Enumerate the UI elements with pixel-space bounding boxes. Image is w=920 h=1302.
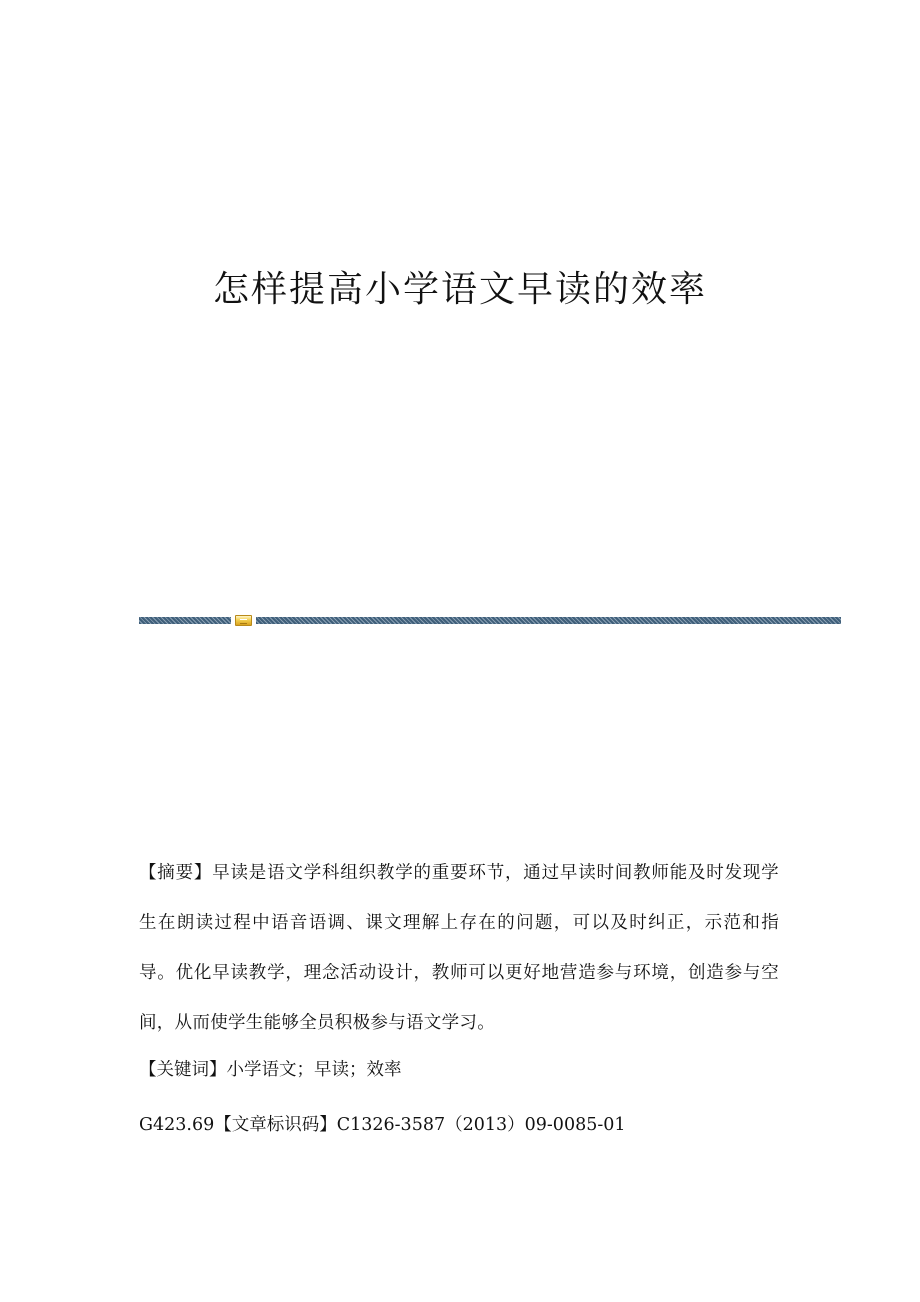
divider-ornament-icon bbox=[235, 615, 252, 626]
article-id: C1326-3587（2013）09-0085-01 bbox=[336, 1115, 626, 1135]
divider-bar-right bbox=[256, 617, 841, 624]
keywords-line bbox=[139, 1045, 402, 1095]
abstract-paragraph bbox=[139, 848, 779, 1048]
clc-number: G423.69 bbox=[139, 1115, 215, 1135]
abstract-label: 【摘要】 bbox=[139, 863, 213, 883]
classification-line bbox=[139, 1100, 626, 1150]
divider-bar-left bbox=[139, 617, 231, 624]
keywords-label: 【关键词】 bbox=[139, 1060, 227, 1080]
article-id-label: 【文章标识码】 bbox=[214, 1115, 337, 1135]
abstract-text: 早读是语文学科组织教学的重要环节，通过早读时间教师能及时发现学生在朗读过程中语音语调、课文理解上存在的问题，可以及时纠正，示范和指导。优化早读教学，理念活动设计，教师可以更好地营造参与环境，创造参与空间，从而使学生能够全员积极参与语文学习。 bbox=[139, 863, 779, 1033]
document-title: 怎样提高小学语文早读的效率 bbox=[212, 269, 707, 310]
section-divider bbox=[139, 615, 841, 625]
keywords-text: 小学语文；早读；效率 bbox=[226, 1060, 402, 1080]
